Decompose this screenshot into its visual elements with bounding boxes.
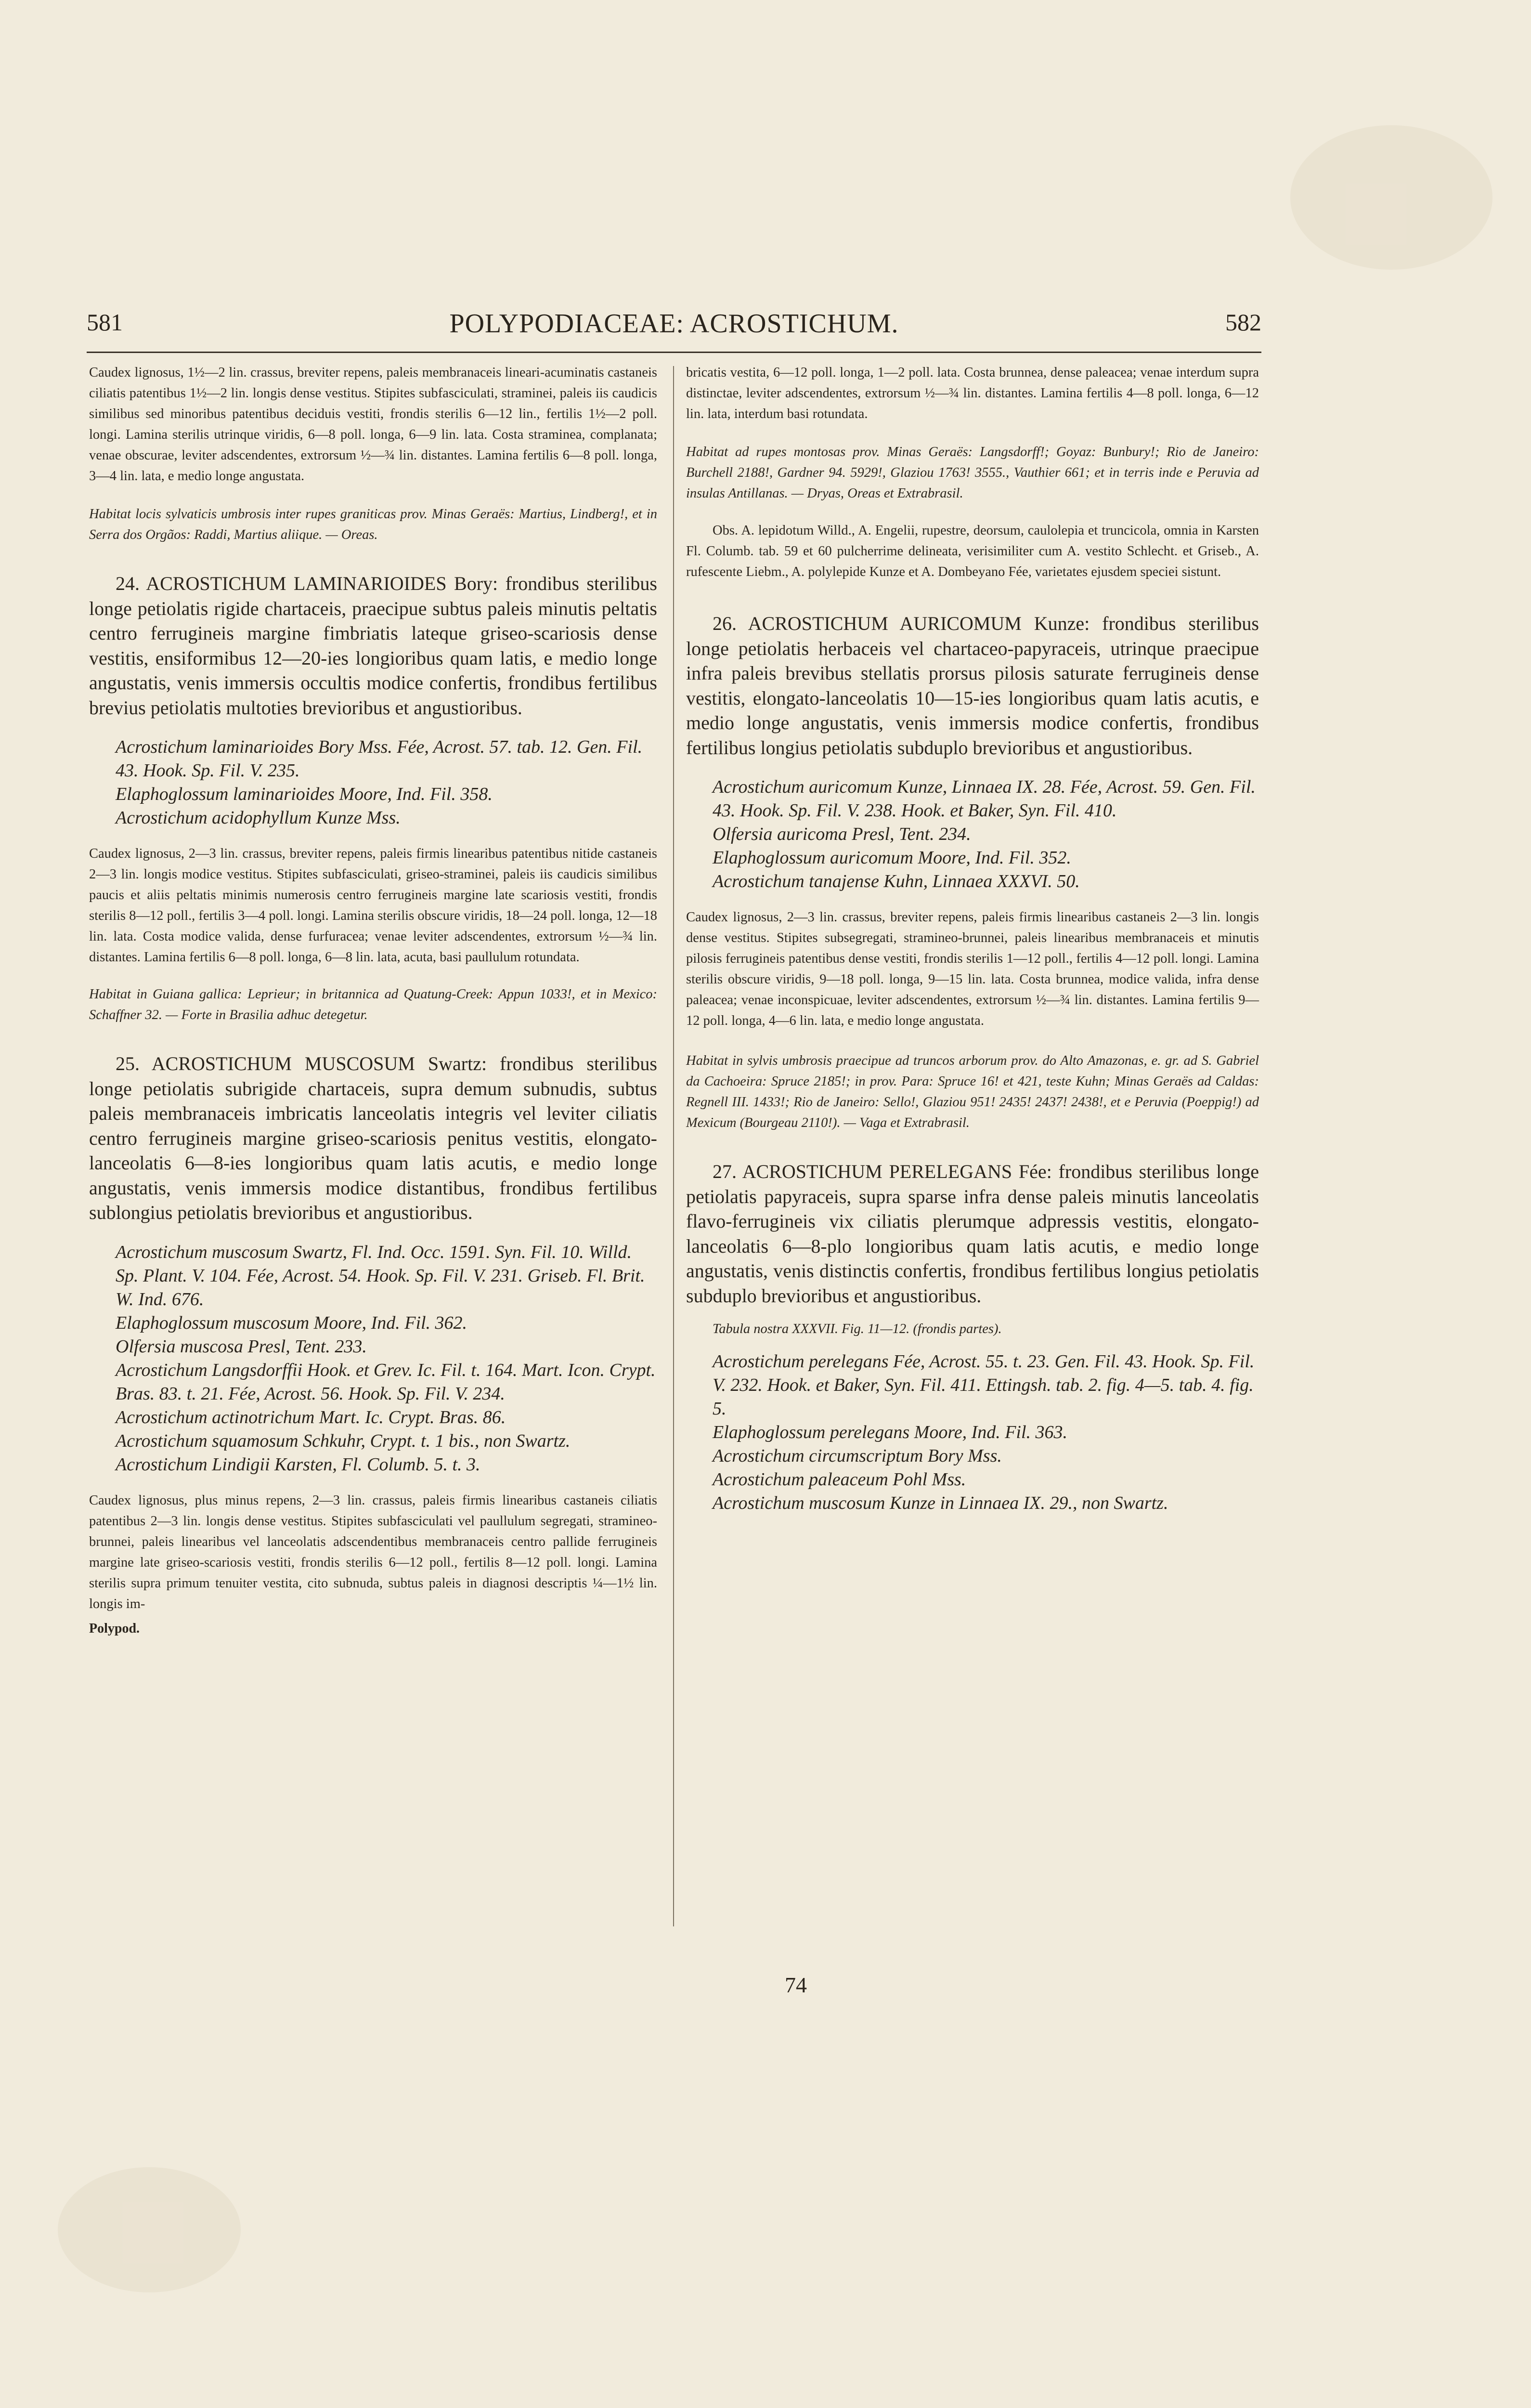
synonym-entry: Acrostichum paleaceum Pohl Mss. [713,1469,966,1490]
synonym-entry: Acrostichum actinotrichum Mart. Ic. Crypt. Bras. 86. [116,1407,506,1427]
caudex-description-24: Caudex lignosus, 2—3 lin. crassus, breviter repens, paleis firmis linearibus patentibus nitide castaneis 2—3 lin. longis modice vestitus. Stipites subfasciculati, griseo-straminei, paleis iis caudicis similibus paucis et aliis peltatis minimis numerosis centro ferrugineis margine late scariosis vestiti, frondis sterilis 8—12 poll., fertilis 3—4 poll. longi. Lamina sterilis obscure viridis, 18—24 poll. longa, 12—18 lin. lata. Costa modice valida, dense furfuracea; venae leviter adscendentes, extrorsum ½—¾ lin. distantes. Lamina fertilis 6—8 poll. longa, 6—8 lin. lata, acuta, basi paullulum rotundata. [89,846,657,965]
caudex-description-25-continued: bricatis vestita, 6—12 poll. longa, 1—2 poll. lata. Costa brunnea, dense paleacea; venae interdum supra distinctae, leviter adscendentes, extrorsum ½—¾ lin. distantes. Lamina fertilis 4—8 poll. longa, 6—12 lin. lata, interdum basi rotundata. [686,365,1259,421]
synonym-entry: Acrostichum auricomum Kunze, Linnaea IX. 28. Fée, Acrost. 59. Gen. Fil. 43. Hook. Sp. Fil. V. 238. Hook. et Baker, Syn. Fil. 410. [713,777,1256,821]
synonym-entry: Acrostichum laminarioides Bory Mss. Fée, Acrost. 57. tab. 12. Gen. Fil. 43. Hook. Sp. Fil. V. 235. [116,737,643,781]
page-number-left: 581 [87,309,123,336]
synonymy-27 [686,1350,1259,1515]
synonym-entry: Olfersia auricoma Presl, Tent. 234. [713,824,971,844]
column-divider [673,366,674,1926]
paper-stain [58,2167,241,2292]
synonym-entry: Acrostichum muscosum Kunze in Linnaea IX. 29., non Swartz. [713,1493,1168,1513]
synonym-entry: Elaphoglossum auricomum Moore, Ind. Fil. 352. [713,848,1071,868]
signature-mark: Polypod. [89,1621,140,1636]
synonym-entry: Elaphoglossum muscosum Moore, Ind. Fil. 362. [116,1312,467,1333]
synonym-entry: Elaphoglossum laminarioides Moore, Ind. Fil. 358. [116,784,493,804]
species-26-diagnosis: 26. ACROSTICHUM AURICOMUM Kunze: frondibus sterilibus longe petiolatis herbaceis vel chartaceo-papyraceis, utrinque praecipue infra paleis brevibus stellatis prorsus pilosis saturate ferrugineis dense vestitis, elongato-lanceolatis 10—15-ies longioribus quam latis acutis, e medio longe angustatis, venis immersis modice confertis, frondibus fertilibus longius petiolatis subduplo brevioribus et angustioribus. [686,613,1259,759]
synonym-entry: Acrostichum Lindigii Karsten, Fl. Columb. 5. t. 3. [116,1454,480,1475]
synonym-entry: Elaphoglossum perelegans Moore, Ind. Fil. 363. [713,1422,1068,1442]
paper-stain [1290,125,1492,270]
habitat-24: Habitat in Guiana gallica: Leprieur; in britannica ad Quatung-Creek: Appun 1033!, et in Mexico: Schaffner 32. — Forte in Brasilia adhuc detegetur. [89,987,657,1022]
habitat-25: Habitat ad rupes montosas prov. Minas Geraës: Langsdorff!; Goyaz: Bunbury!; Rio de Janeiro: Burchell 2188!, Gardner 94. 5929!, Glaziou 1763! 3555., Vauthier 661; et in terris inde e Peruvia ad insulas Antillanas. — Dryas, Oreas et Extrabrasil. [686,445,1259,501]
habitat-26: Habitat in sylvis umbrosis praecipue ad truncos arborum prov. do Alto Amazonas, e. gr. ad S. Gabriel da Cachoeira: Spruce 2185!; in prov. Para: Spruce 16! et 421, teste Kuhn; Minas Geraës ad Caldas: Regnell III. 1433!; Rio de Janeiro: Sello!, Glaziou 951! 2435! 2437! 2438!, et e Peruvia (Poeppig!) ad Mexicum (Bourgeau 2110!). — Vaga et Extrabrasil. [686,1053,1259,1130]
header-rule [87,352,1261,353]
caudex-description-26: Caudex lignosus, 2—3 lin. crassus, breviter repens, paleis firmis linearibus castaneis 2—3 lin. longis dense vestitus. Stipites subsegregati, stramineo-brunnei, paleis linearibus membranaceis et minutis pilosis ferrugineis patentibus dense vestiti, frondis sterilis 1—12 poll., fertilis 4—12 poll. longi. Lamina sterilis obscure viridis, 9—18 poll. longa, 9—15 lin. lata. Costa brunnea, modice valida, infra dense paleacea; venae inconspicuae, leviter adscendentes, extrorsum ½—¾ lin. distantes. Lamina fertilis 9—12 poll. longa, 4—6 lin. lata, e medio longe angustata. [686,910,1259,1028]
synonym-entry: Acrostichum Langsdorffii Hook. et Grev. Ic. Fil. t. 164. Mart. Icon. Crypt. Bras. 83. t. 21. Fée, Acrost. 56. Hook. Sp. Fil. V. 234. [116,1360,656,1404]
observation-25: Obs. A. lepidotum Willd., A. Engelii, rupestre, deorsum, caulolepia et truncicola, omnia in Karsten Fl. Columb. tab. 59 et 60 pulcherrime delineata, verisimiliter cum A. vestito Schlecht. et Griseb., A. rufescente Liebm., A. polylepide Kunze et A. Dombeyano Fée, varietates ejusdem speciei sistunt. [686,523,1259,579]
synonym-entry: Acrostichum circumscriptum Bory Mss. [713,1446,1002,1466]
running-title: POLYPODIACEAE: ACROSTICHUM. [449,309,899,339]
folio-number: 74 [785,1973,807,1997]
caudex-description-25: Caudex lignosus, plus minus repens, 2—3 lin. crassus, paleis firmis linearibus castaneis ciliatis patentibus 2—3 lin. longis dense vestitus. Stipites subfasciculati vel paullulum segregati, stramineo-brunnei, paleis linearibus vel lanceolatis adscendentibus membranaceis centro pallide ferrugineis margine late griseo-scariosis vestiti, frondis sterilis 6—12 poll., fertilis 8—12 poll. longi. Lamina sterilis supra primum tenuiter vestita, cito subnuda, subtus paleis in diagnosi descriptis ¼—1½ lin. longis im- [89,1492,657,1611]
species-25-diagnosis: 25. ACROSTICHUM MUSCOSUM Swartz: frondibus sterilibus longe petiolatis subrigide chartaceis, supra demum subnudis, subtus paleis membranaceis imbricatis lanceolatis integris vel leviter ciliatis centro ferrugineis margine griseo-scariosis penitus vestitis, elongato-lanceolatis 6—8-ies longioribus quam latis acutis, e medio longe angustatis, venis immersis modice distantibus, frondibus fertilibus sublongius petiolatis brevioribus et angustioribus. [89,1053,657,1223]
synonymy-26 [686,775,1259,893]
caudex-description-23: Caudex lignosus, 1½—2 lin. crassus, breviter repens, paleis membranaceis lineari-acuminatis castaneis ciliatis patentibus 1½—2 lin. longis dense vestitus. Stipites subfasciculati, straminei, paleis iis caudicis similibus sed minoribus patentibus deciduis vestiti, frondis sterilis 6—12 lin., fertilis 1½—2 poll. longi. Lamina sterilis utrinque viridis, 6—8 poll. longa, 6—9 lin. lata. Costa straminea, complanata; venae obscurae, leviter adscendentes, extrorsum ½—¾ lin. distantes. Lamina fertilis 6—8 poll. longa, 3—4 lin. lata, e medio longe angustata. [89,365,657,484]
synonymy-24 [89,735,657,830]
synonym-entry: Acrostichum tanajense Kuhn, Linnaea XXXVI. 50. [713,871,1080,891]
page-number-right: 582 [1225,309,1261,336]
synonym-entry: Acrostichum muscosum Swartz, Fl. Ind. Occ. 1591. Syn. Fil. 10. Willd. Sp. Plant. V. 104. Fée, Acrost. 54. Hook. Sp. Fil. V. 231. Griseb. Fl. Brit. W. Ind. 676. [116,1242,645,1309]
plate-reference: Tabula nostra XXXVII. Fig. 11—12. (frondis partes). [713,1322,1002,1336]
synonym-entry: Acrostichum squamosum Schkuhr, Crypt. t. 1 bis., non Swartz. [116,1430,571,1451]
synonym-entry: Acrostichum perelegans Fée, Acrost. 55. t. 23. Gen. Fil. 43. Hook. Sp. Fil. V. 232. Hook. et Baker, Syn. Fil. 411. Ettingsh. tab. 2. fig. 4—5. tab. 4. fig. 5. [713,1351,1255,1419]
running-head [87,308,1261,347]
synonym-entry: Olfersia muscosa Presl, Tent. 233. [116,1336,367,1357]
habitat-23: Habitat locis sylvaticis umbrosis inter rupes graniticas prov. Minas Geraës: Martius, Lindberg!, et in Serra dos Orgãos: Raddi, Martius aliique. — Oreas. [89,507,657,542]
species-24-diagnosis: 24. ACROSTICHUM LAMINARIOIDES Bory: frondibus sterilibus longe petiolatis rigide chartaceis, praecipue subtus paleis minutis peltatis centro ferrugineis margine fimbriatis lateque griseo-scariosis dense vestitis, ensiformibus 12—20-ies longioribus quam latis, e medio longe angustatis, venis immersis occultis modice confertis, frondibus fertilibus brevius petiolatis multoties brevioribus et angustioribus. [89,573,657,719]
left-column [89,362,657,1636]
species-27-diagnosis: 27. ACROSTICHUM PERELEGANS Fée: frondibus sterilibus longe petiolatis papyraceis, supra sparse infra dense paleis minutis lanceolatis flavo-ferrugineis vix ciliatis plerumque adpressis vestitis, elongato-lanceolatis 6—8-plo longioribus quam latis acutis, e medio longe angustatis, venis distinctis confertis, frondibus fertilibus longius petiolatis subduplo brevioribus et angustioribus. [686,1161,1259,1307]
synonymy-25 [89,1241,657,1477]
synonym-entry: Acrostichum acidophyllum Kunze Mss. [116,808,401,828]
right-column [686,362,1259,1515]
